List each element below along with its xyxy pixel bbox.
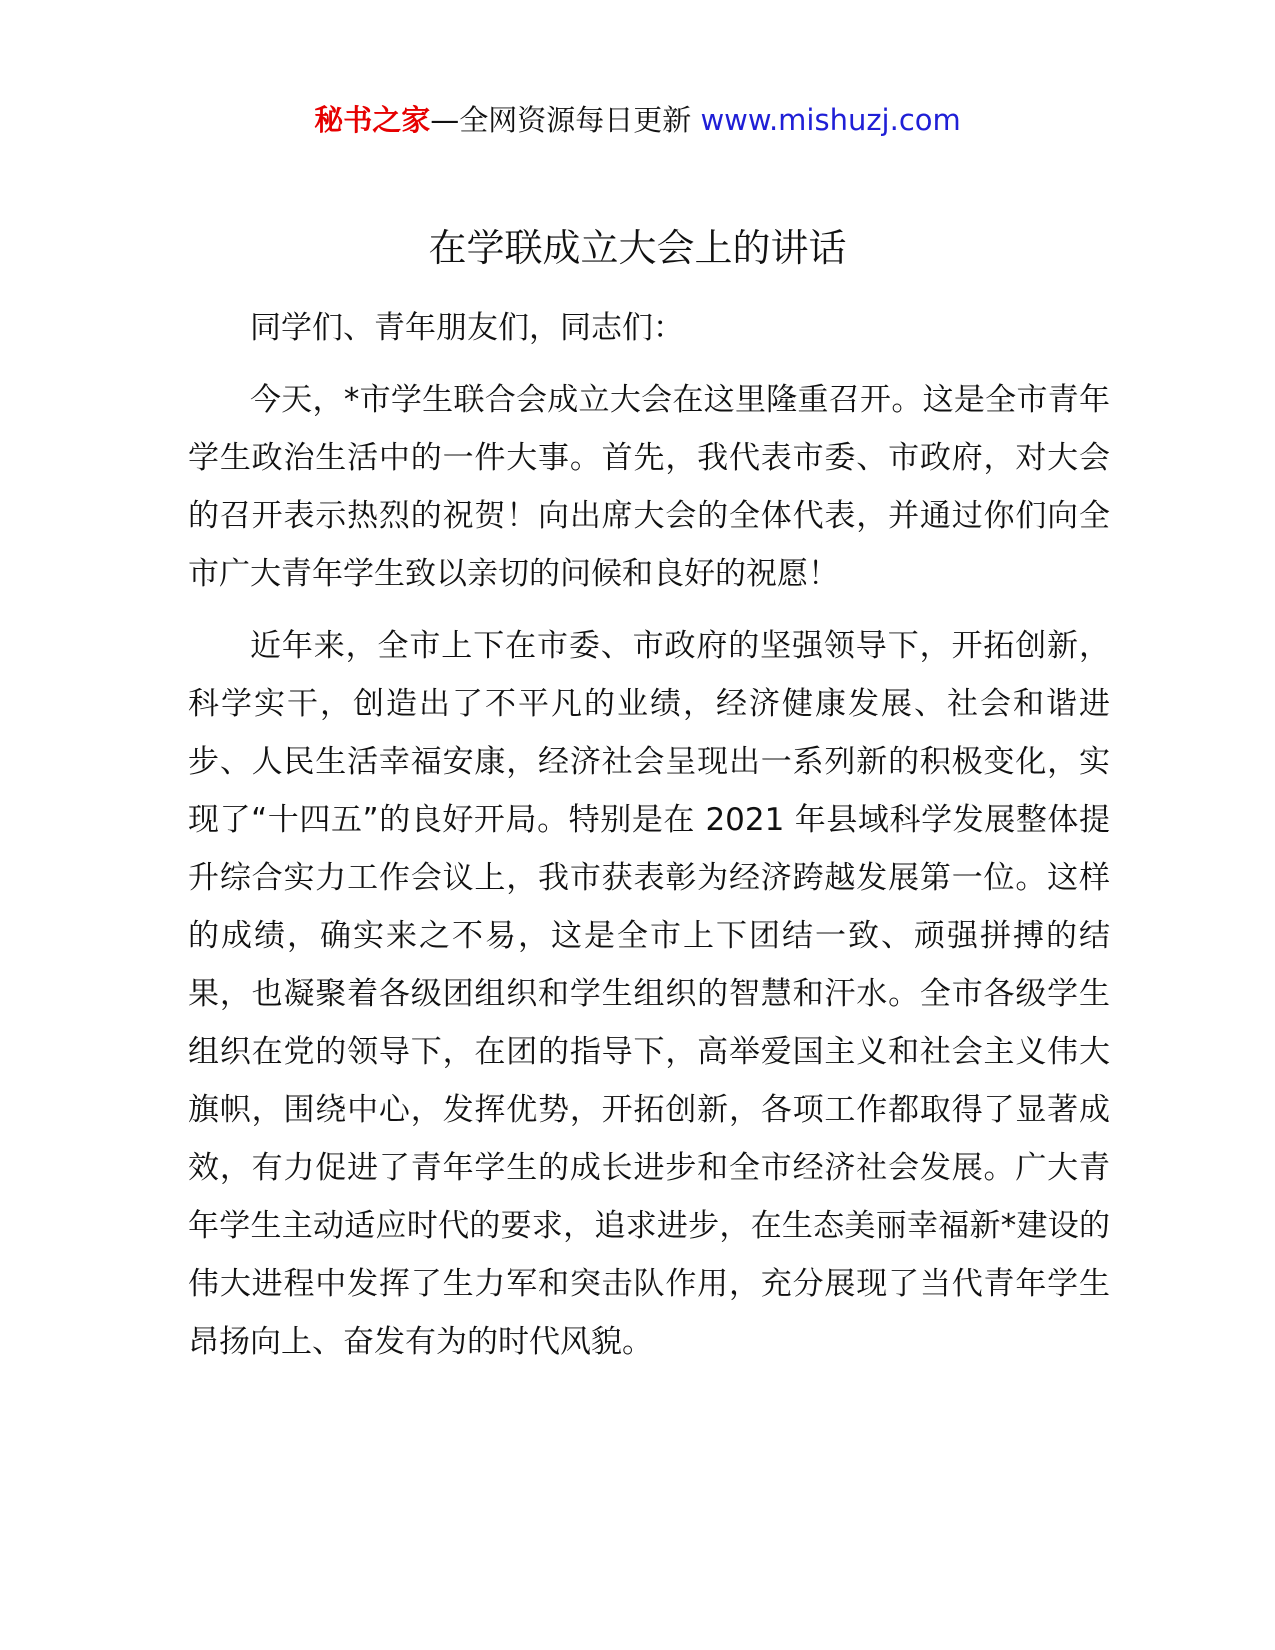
document-title: 在学联成立大会上的讲话 (428, 226, 847, 270)
header-tagline: —全网资源每日更新 (430, 103, 701, 137)
site-header (0, 100, 1275, 140)
document-body (188, 299, 1110, 1385)
body-paragraph: 今天，*市学生联合会成立大会在这里隆重召开。这是全市青年学生政治生活中的一件大事。首先，我代表市委、市政府，对大会的召开表示热烈的祝贺！向出席大会的全体代表，并通过你们向全市广大青年学生致以亲切的问候和良好的祝愿！ (188, 382, 1110, 592)
greeting-paragraph: 同学们、青年朋友们，同志们： (250, 310, 684, 346)
body-paragraph: 近年来，全市上下在市委、市政府的坚强领导下，开拓创新，科学实干，创造出了不平凡的业绩，经济健康发展、社会和谐进步、人民生活幸福安康，经济社会呈现出一系列新的积极变化，实现了“十四五”的良好开局。特别是在 2021 年县域科学发展整体提升综合实力工作会议上，我市获表彰为经济跨越发展第一位。这样的成绩，确实来之不易，这是全市上下团结一致、顽强拼搏的结果，也凝聚着各级团组织和学生组织的智慧和汗水。全市各级学生组织在党的领导下，在团的指导下，高举爱国主义和社会主义伟大旗帜，围绕中心，发挥优势，开拓创新，各项工作都取得了显著成效，有力促进了青年学生的成长进步和全市经济社会发展。广大青年学生主动适应时代的要求，追求进步，在生态美丽幸福新*建设的伟大进程中发挥了生力军和突击队作用，充分展现了当代青年学生昂扬向上、奋发有为的时代风貌。 (188, 628, 1110, 1360)
brand-name: 秘书之家 (314, 103, 431, 137)
site-url-link[interactable]: www.mishuzj.com (700, 103, 961, 137)
